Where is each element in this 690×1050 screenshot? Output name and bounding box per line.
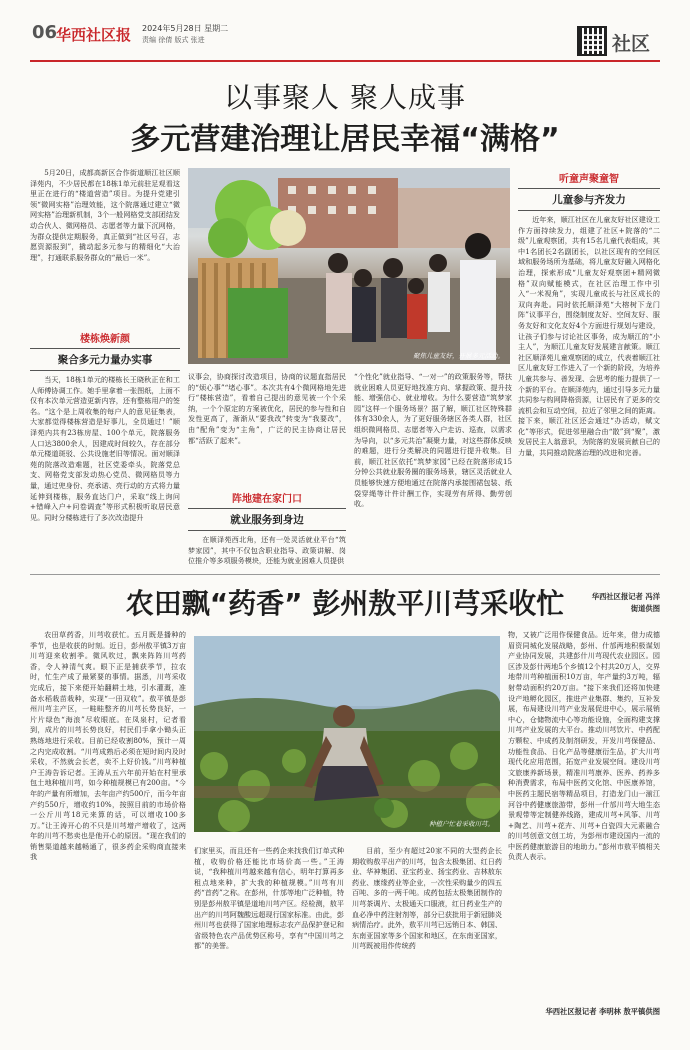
- article2-photo: [194, 636, 500, 832]
- article1-headline-line1: 以事聚人 聚人成事: [224, 81, 466, 114]
- subheading-3-main: 儿童参与齐发力: [518, 188, 660, 211]
- article2-column2: [194, 846, 344, 1022]
- article2-photo-caption: 种植户忙着采收川芎。: [429, 820, 494, 828]
- article1-column3: [354, 372, 512, 568]
- article2-col4-text: 物，又被广泛用作保健食品。近年来，借力成德眉资同城化发展战略，彭州、什邡两地积极谋划产业协同发展，共建彭什川芎现代农业园区。园区涉及彭什两地5个乡镇12个村共20万人，交界地带川芎种植面积10万亩，年产量约3万吨，辐射带动面积约20万亩。“接下来我们还将加快建设产地孵化园区，推进产业集群、集约，互补发展，布局建设川芎产业发展促进中心，展示展销中心，仓储物流中心等功能设施，全面构建支撑川芎产业发展的大平台。推动川芎饮片、中药配方颗粒、中成药及制剂研发，开发川芎保健品、功能性食品、日化产品等健康衍生品，扩大川芎现代化应用范围，拓宽产业发展空间。建设川芎文旅康养新场景，精准川芎康养、医养、药养多种消费需求，布局中医药文化馆、中医康养馆，中医药主题民宿等精品项目，打造龙门山一湔江河谷中药健康旅游带，彭州一什邡川芎大地生态景观带等定制健养线路，建成川芎+风筝、川芎+陶艺、川芎+花卉、川芎+白瓷四大元素融合的川芎创意文创工坊，为彭州市建设国内一流的中医药健康旅游目的地助力。”彭州市敖平镇相关负责人表示。: [508, 630, 660, 862]
- article1-byline-photo: 街道供图: [630, 604, 660, 613]
- farmer-harvest-photo-icon: [194, 636, 500, 832]
- article1-intro: 5月20日，成都高新区合作街道顺江社区顺泽苑内，不少居民都在18栋1单元前驻足观看这里正在进行的“楼道营造”项目。为提升党建引领“微网实格”治理效能，这个院落通过建立“微网实格”治理新机制，3个一般网格党支部团结发动合伙人、微网格员、志愿者等力量下沉网格，为群众提供定期服务，真正做到“社区号召，志愿资源报到”，撬动起多元参与的精细化“大治理”，打通联系服务群众的“最后一米”。: [30, 168, 181, 262]
- article2-byline: 华西社区报记者 李明林 敖平镇供图: [545, 1007, 660, 1016]
- article2-column3: [352, 846, 502, 1022]
- section-name: 社区: [612, 33, 651, 55]
- article2-headline: 农田飘“药香” 彭州敖平川芎采收忙: [125, 587, 565, 620]
- subheading-2-top: 阵地建在家门口: [232, 494, 302, 505]
- article1-photo: [188, 168, 510, 364]
- page-header: [0, 0, 690, 60]
- article1-col4-text: 近年来，顺江社区在儿童友好社区建设工作方面持续发力，组建了社区+院落的“二级”儿童观察团，共有15名儿童代表组成，其中1名团长2名副团长，以社区现有的空间区域和服务场所为基础，将儿童友好融入网格化治理，探索形成“儿童友好观察团+精网微格”双向赋能模式，在社区治理工作中引入“一米视角”，实现儿童成长与社区成长的双向奔赴。同时依托顺泽苑“大榕树下龙门阵”议事平台，围绕制度友好、空间友好、服务友好和文化友好4个方面进行规划与建设，让孩子们参与讨论社区事务，成为顺江的“小主人”，为顺江儿童友好发展建言献策。顺江社区顺泽苑儿童观察团的成立，代表着顺江社区儿童友好工作进入了一个新的阶段，为培养儿童共参与、善发现、会思考的能力提供了一个新的平台。在顺泽苑内，通过引导多元力量共同参与构网降格资源，让居民有了更多的交流机会和互动空间，拉近了邻里之间的距离。接下来，顺江社区还会通过“办活动，赋文化”等形式，促进邻里融合由“散”到“聚”，激发居民主人翁意识，为院落的发展贡献自己的力量，共同推动院落治理的改进和完善。: [518, 215, 660, 458]
- qr-code-icon: [577, 26, 607, 56]
- article-divider: [30, 574, 660, 575]
- article1-headline-line2: 多元营建治理让居民幸福“满格”: [130, 122, 560, 157]
- header-rule: [30, 60, 660, 62]
- subheading-2: [188, 490, 346, 531]
- subheading-2-main: 就业服务到身边: [188, 508, 346, 531]
- brand-logo: 华西社区报: [56, 26, 132, 44]
- article2-column4: [508, 630, 660, 1018]
- article2-col2-text: 们家里买，而且还有一些药企来找我们订单式种植，收购价格还能比市场价高一些。”王涛说，“我种植川芎越来越有信心，明年打算再多租点地来种，扩大我的种植规模。”川芎有川药“首药”之称。在彭州，什邡等地广泛种植，特别是彭州敖平镇是道地川芎产区。经检测，敖平出产的川芎阿魏酸远超现行国家标准。由此，彭州川芎也获得了国家地理标志农产品保护登记和省级特色农产品优势区称号，享有“中国川芎之都”的美誉。: [194, 846, 344, 951]
- subheading-1: [30, 330, 180, 371]
- article1-col1-text: 当天，18栋1单元的楼栋长王晓秋正在和工人师傅协调工作。她手里拿着一张图纸，上面不仅有本次单元营造更新内容，还有整栋用户的签名。“这个是上周收集的每户人的意见征集表，大家都觉得楼栋营造是好事儿，全员通过！”顺泽苑内共有23栋房屋、100个单元，院落服务人口达3800余人，因建成时间较久，存在部分单元楼道斑驳、公共设施老旧等情况。面对顺泽苑的院落改造难题，社区党委牵头，院落党总支、网格党支部发动热心党员、微网格员等力量，通过兜身份、亮承诺、亮行动的方式将力量延伸到楼栋，服务直达门户，采取“线上询问+错峰入户+问卷调查”等形式积极听取居民意见。同时分楼栋进行了多次改造提升: [30, 375, 180, 522]
- article1-column2: [188, 372, 346, 591]
- article1-byline-reporter: 华西社区报记者 冯洋: [591, 592, 660, 601]
- article2-column1: [30, 630, 186, 1022]
- article1-col3-text: “个性化”就业指导、“一对一”的政策服务等，帮扶就业困难人员更好地找准方向、掌握政策、提升技能、增强信心、就业增收。为什么要营造“筑梦家园”这样一个服务场景？据了解，顺江社区特殊群体有330余人，为了更好服务辖区各类人群，社区组织微网格员、志愿者等入户走访、巡查，以需求为导向，以“多元共治”凝聚力量，对这些群体反映的难题，进行分类解决的同题进行提升收集。目前，顺江社区依托“筑梦家园”已经在院落形成15分钟公共就业服务圈的服务场景，辖区灵活就业人员能够快速方便地通过在院落内承接围裙包装、纸袋穿绳等计件计酬工作，实现劳有所得、勤劳创收。: [354, 372, 512, 509]
- article1-photo-caption: 聚焦儿童友好，开展多元活动。: [413, 352, 504, 360]
- editor-line: 责编 徐倩 版式 张进: [142, 36, 205, 44]
- page-number: 06: [32, 22, 58, 43]
- subheading-1-top: 楼栋焕新颜: [80, 334, 130, 345]
- article1-col2-bottom-text: 在顺泽苑西北角，还有一处灵活就业平台“筑梦家园”，其中不仅包含职业指导、政策讲解、岗位推介等多项服务模块，还能为就业困难人员提供: [188, 535, 346, 566]
- article1-column4: [518, 168, 660, 615]
- article1-column1: [30, 328, 180, 587]
- children-activity-photo-icon: [188, 168, 510, 364]
- article1-col2-top-text: 议事会，协商探讨改造项目，协商的议题直指居民的“烦心事”“堵心事”。本次共有4个微网格地先进行“楼栋营造”，看着自己提出的意见被一个个采纳，一个个原定的方案被优化，居民的参与性和自发性更高了，渐渐从“要我改”转变为“我要改”，由“配角”变为“主角”，广泛的民主协商让居民都“活跃了起来”。: [188, 372, 346, 445]
- issue-date: 2024年5月28日 星期二: [142, 24, 229, 33]
- article2-col3-text: 目前，至少有超过20家不同的大型药企长期收购敖平出产的川芎，包含太极集团、红日药业、华神集团、亚宝药业、扬宝药业、吉林敖东药业、康缘药业等企业，一次性采购量少的四五百吨、多的一两千吨。成药包括太极集团制作的川芎茶调片、太极通天口服液，红日药业生产的血必净中药注射剂等，部分已获批用于新冠肺炎病情治疗。此外，敖平川芎已远销日本、韩国、东南亚国家等多个国家和地区，在东南亚国家，川芎既被用作传统药: [352, 846, 502, 951]
- article2-col1-text: 农田草药香，川芎收获忙。五月既是播种的季节，也是收获的时刻。近日，彭州敖平镇3万亩川芎迎来收割季。微风吹过，飘来阵阵川芎药香，令人神清气爽。眼下正是捕获季节，拉农时，忙生产成了最紧要的事情。据悉，川芎采收完成后，接下来便开始翻耕土地，引水灌溉，准备水稻栽苗栽种，实现“一田双收”。敖平镇是彭州川芎主产区，一畦畦整齐的川芎长势良好，一片片绿色“海浪”尽收眼底。在凤泉村，记者看到，成片的川芎长势良好，村民们手拿小锄头正熟练地进行采收。目前已经收割80%，预计一周之内完成收割。“川芎成熟后必须在短时间内及时采收，不然就会长老，卖不上好价钱。”川芎种植户王涛告诉记者。王涛从五六年前开始在村里承包土地种植川芎，如今种植规模已有200亩。“今年的产量有所增加，去年亩产约500斤，而今年亩产约550斤，增收约10%，按照目前的市场价格一公斤川芎18元来算的话，可以增收100多万。”让王涛开心的不只是川芎增产增收了，这两年的川芎不愁卖也是他开心的原因。“现在我们的销售渠道越来越畅通了，很多药企采购商直接来我: [30, 630, 186, 862]
- subheading-3: [518, 170, 660, 211]
- subheading-3-top: 听童声聚童智: [559, 174, 619, 185]
- subheading-1-main: 聚合多元力量办实事: [30, 348, 180, 371]
